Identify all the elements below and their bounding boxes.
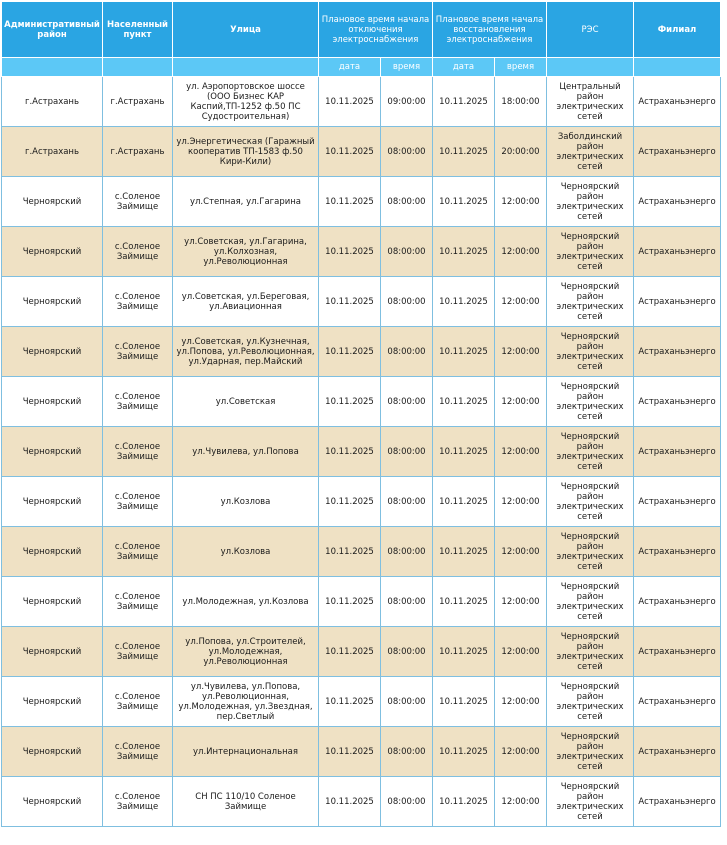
cell-settlement: с.Соленое Займище xyxy=(103,677,173,727)
cell-street: ул.Советская, ул.Кузнечная, ул.Попова, ул.Революционная, ул.Ударная, пер.Майский xyxy=(173,327,319,377)
cell-district: Черноярский xyxy=(2,677,103,727)
table-row xyxy=(2,77,721,127)
cell-on-date: 10.11.2025 xyxy=(433,627,495,677)
header-settlement: Населенный пункт xyxy=(103,2,173,58)
table-row xyxy=(2,327,721,377)
subheader-empty xyxy=(634,58,721,77)
cell-settlement: с.Соленое Займище xyxy=(103,277,173,327)
cell-settlement: с.Соленое Займище xyxy=(103,527,173,577)
cell-settlement: г.Астрахань xyxy=(103,127,173,177)
cell-settlement: с.Соленое Займище xyxy=(103,377,173,427)
cell-off-date: 10.11.2025 xyxy=(319,327,381,377)
cell-off-time: 08:00:00 xyxy=(381,627,433,677)
cell-off-time: 08:00:00 xyxy=(381,777,433,827)
cell-res: Черноярский район электрических сетей xyxy=(547,577,634,627)
cell-branch: Астраханьэнерго xyxy=(634,277,721,327)
cell-on-date: 10.11.2025 xyxy=(433,227,495,277)
cell-on-time: 20:00:00 xyxy=(495,127,547,177)
cell-res: Черноярский район электрических сетей xyxy=(547,427,634,477)
cell-on-time: 12:00:00 xyxy=(495,577,547,627)
table-row xyxy=(2,427,721,477)
subheader-on-date: дата xyxy=(433,58,495,77)
cell-off-time: 08:00:00 xyxy=(381,327,433,377)
cell-branch: Астраханьэнерго xyxy=(634,227,721,277)
cell-street: ул.Степная, ул.Гагарина xyxy=(173,177,319,227)
cell-off-time: 08:00:00 xyxy=(381,527,433,577)
cell-res: Черноярский район электрических сетей xyxy=(547,727,634,777)
cell-street: ул.Советская, ул.Гагарина, ул.Колхозная, ул.Революционная xyxy=(173,227,319,277)
header-planned-on: Плановое время начала восстановления электроснабжения xyxy=(433,2,547,58)
cell-off-date: 10.11.2025 xyxy=(319,427,381,477)
cell-settlement: с.Соленое Займище xyxy=(103,627,173,677)
cell-street: ул.Козлова xyxy=(173,477,319,527)
cell-res: Черноярский район электрических сетей xyxy=(547,327,634,377)
subheader-row xyxy=(2,58,721,77)
table-row xyxy=(2,127,721,177)
header-branch: Филиал xyxy=(634,2,721,58)
cell-on-date: 10.11.2025 xyxy=(433,477,495,527)
cell-district: Черноярский xyxy=(2,777,103,827)
cell-off-date: 10.11.2025 xyxy=(319,627,381,677)
cell-off-time: 08:00:00 xyxy=(381,177,433,227)
subheader-empty xyxy=(103,58,173,77)
cell-res: Заболдинский район электрических сетей xyxy=(547,127,634,177)
cell-branch: Астраханьэнерго xyxy=(634,677,721,727)
cell-settlement: с.Соленое Займище xyxy=(103,477,173,527)
cell-on-time: 12:00:00 xyxy=(495,377,547,427)
header-admin-district: Административный район xyxy=(2,2,103,58)
cell-off-time: 08:00:00 xyxy=(381,677,433,727)
subheader-off-time: время xyxy=(381,58,433,77)
cell-on-time: 12:00:00 xyxy=(495,777,547,827)
cell-street: ул.Козлова xyxy=(173,527,319,577)
cell-off-date: 10.11.2025 xyxy=(319,677,381,727)
cell-settlement: с.Соленое Займище xyxy=(103,727,173,777)
table-row xyxy=(2,277,721,327)
table-row xyxy=(2,177,721,227)
header-planned-off: Плановое время начала отключения электроснабжения xyxy=(319,2,433,58)
cell-settlement: с.Соленое Займище xyxy=(103,177,173,227)
cell-settlement: с.Соленое Займище xyxy=(103,427,173,477)
table-row xyxy=(2,677,721,727)
cell-settlement: г.Астрахань xyxy=(103,77,173,127)
cell-street: СН ПС 110/10 Соленое Займище xyxy=(173,777,319,827)
cell-district: Черноярский xyxy=(2,477,103,527)
cell-off-time: 08:00:00 xyxy=(381,727,433,777)
cell-street: ул. Аэропортовское шоссе (ООО Бизнес КАР Каспий,ТП-1252 ф.50 ПС Судостроительная) xyxy=(173,77,319,127)
cell-on-date: 10.11.2025 xyxy=(433,777,495,827)
cell-on-time: 12:00:00 xyxy=(495,327,547,377)
cell-off-time: 08:00:00 xyxy=(381,377,433,427)
cell-district: Черноярский xyxy=(2,627,103,677)
cell-res: Черноярский район электрических сетей xyxy=(547,177,634,227)
table-row xyxy=(2,227,721,277)
cell-district: г.Астрахань xyxy=(2,77,103,127)
cell-district: Черноярский xyxy=(2,527,103,577)
table-header xyxy=(2,2,721,77)
cell-street: ул.Энергетическая (Гаражный кооператив ТП-1583 ф.50 Кири-Кили) xyxy=(173,127,319,177)
cell-settlement: с.Соленое Займище xyxy=(103,327,173,377)
cell-on-time: 18:00:00 xyxy=(495,77,547,127)
cell-on-date: 10.11.2025 xyxy=(433,327,495,377)
cell-on-time: 12:00:00 xyxy=(495,677,547,727)
cell-branch: Астраханьэнерго xyxy=(634,127,721,177)
cell-res: Черноярский район электрических сетей xyxy=(547,527,634,577)
cell-district: Черноярский xyxy=(2,577,103,627)
cell-on-date: 10.11.2025 xyxy=(433,577,495,627)
cell-branch: Астраханьэнерго xyxy=(634,627,721,677)
table-row xyxy=(2,527,721,577)
cell-off-date: 10.11.2025 xyxy=(319,277,381,327)
cell-on-time: 12:00:00 xyxy=(495,177,547,227)
header-street: Улица xyxy=(173,2,319,58)
cell-district: Черноярский xyxy=(2,327,103,377)
cell-on-time: 12:00:00 xyxy=(495,727,547,777)
cell-res: Черноярский район электрических сетей xyxy=(547,377,634,427)
subheader-on-time: время xyxy=(495,58,547,77)
cell-res: Черноярский район электрических сетей xyxy=(547,777,634,827)
cell-res: Черноярский район электрических сетей xyxy=(547,277,634,327)
table-row xyxy=(2,727,721,777)
cell-off-time: 08:00:00 xyxy=(381,127,433,177)
cell-on-date: 10.11.2025 xyxy=(433,177,495,227)
cell-street: ул.Чувилева, ул.Попова, ул.Революционная, ул.Молодежная, ул.Звездная, пер.Светлый xyxy=(173,677,319,727)
cell-off-date: 10.11.2025 xyxy=(319,177,381,227)
cell-on-date: 10.11.2025 xyxy=(433,677,495,727)
cell-on-time: 12:00:00 xyxy=(495,277,547,327)
cell-on-time: 12:00:00 xyxy=(495,427,547,477)
cell-branch: Астраханьэнерго xyxy=(634,327,721,377)
cell-off-time: 08:00:00 xyxy=(381,277,433,327)
table-row xyxy=(2,577,721,627)
cell-on-time: 12:00:00 xyxy=(495,527,547,577)
cell-off-date: 10.11.2025 xyxy=(319,577,381,627)
cell-off-date: 10.11.2025 xyxy=(319,477,381,527)
cell-res: Черноярский район электрических сетей xyxy=(547,477,634,527)
cell-off-date: 10.11.2025 xyxy=(319,227,381,277)
outage-schedule-table xyxy=(1,1,721,827)
cell-branch: Астраханьэнерго xyxy=(634,577,721,627)
cell-off-time: 09:00:00 xyxy=(381,77,433,127)
subheader-empty xyxy=(547,58,634,77)
cell-branch: Астраханьэнерго xyxy=(634,377,721,427)
cell-street: ул.Попова, ул.Строителей, ул.Молодежная, ул.Революционная xyxy=(173,627,319,677)
subheader-off-date: дата xyxy=(319,58,381,77)
table-row xyxy=(2,477,721,527)
cell-off-time: 08:00:00 xyxy=(381,227,433,277)
cell-district: Черноярский xyxy=(2,227,103,277)
cell-street: ул.Молодежная, ул.Козлова xyxy=(173,577,319,627)
cell-res: Черноярский район электрических сетей xyxy=(547,627,634,677)
cell-off-date: 10.11.2025 xyxy=(319,527,381,577)
cell-branch: Астраханьэнерго xyxy=(634,177,721,227)
cell-district: Черноярский xyxy=(2,277,103,327)
cell-on-time: 12:00:00 xyxy=(495,477,547,527)
cell-settlement: с.Соленое Займище xyxy=(103,577,173,627)
cell-branch: Астраханьэнерго xyxy=(634,477,721,527)
cell-on-time: 12:00:00 xyxy=(495,627,547,677)
cell-off-date: 10.11.2025 xyxy=(319,727,381,777)
header-row xyxy=(2,2,721,58)
cell-off-date: 10.11.2025 xyxy=(319,77,381,127)
cell-on-time: 12:00:00 xyxy=(495,227,547,277)
cell-off-time: 08:00:00 xyxy=(381,477,433,527)
header-res: РЭС xyxy=(547,2,634,58)
cell-branch: Астраханьэнерго xyxy=(634,727,721,777)
cell-street: ул.Интернациональная xyxy=(173,727,319,777)
cell-on-date: 10.11.2025 xyxy=(433,727,495,777)
cell-on-date: 10.11.2025 xyxy=(433,527,495,577)
cell-off-date: 10.11.2025 xyxy=(319,777,381,827)
cell-on-date: 10.11.2025 xyxy=(433,77,495,127)
cell-settlement: с.Соленое Займище xyxy=(103,227,173,277)
subheader-empty xyxy=(173,58,319,77)
cell-district: Черноярский xyxy=(2,427,103,477)
subheader-empty xyxy=(2,58,103,77)
cell-on-date: 10.11.2025 xyxy=(433,377,495,427)
cell-branch: Астраханьэнерго xyxy=(634,527,721,577)
cell-district: Черноярский xyxy=(2,177,103,227)
cell-street: ул.Чувилева, ул.Попова xyxy=(173,427,319,477)
cell-off-date: 10.11.2025 xyxy=(319,127,381,177)
cell-district: Черноярский xyxy=(2,377,103,427)
cell-street: ул.Советская xyxy=(173,377,319,427)
cell-branch: Астраханьэнерго xyxy=(634,77,721,127)
table-row xyxy=(2,377,721,427)
cell-district: г.Астрахань xyxy=(2,127,103,177)
cell-off-time: 08:00:00 xyxy=(381,427,433,477)
cell-res: Черноярский район электрических сетей xyxy=(547,677,634,727)
cell-district: Черноярский xyxy=(2,727,103,777)
cell-off-date: 10.11.2025 xyxy=(319,377,381,427)
cell-on-date: 10.11.2025 xyxy=(433,277,495,327)
table-body xyxy=(2,77,721,827)
table-row xyxy=(2,627,721,677)
cell-branch: Астраханьэнерго xyxy=(634,427,721,477)
cell-settlement: с.Соленое Займище xyxy=(103,777,173,827)
cell-on-date: 10.11.2025 xyxy=(433,127,495,177)
cell-res: Центральный район электрических сетей xyxy=(547,77,634,127)
cell-res: Черноярский район электрических сетей xyxy=(547,227,634,277)
cell-on-date: 10.11.2025 xyxy=(433,427,495,477)
cell-street: ул.Советская, ул.Береговая, ул.Авиационная xyxy=(173,277,319,327)
table-row xyxy=(2,777,721,827)
cell-branch: Астраханьэнерго xyxy=(634,777,721,827)
cell-off-time: 08:00:00 xyxy=(381,577,433,627)
